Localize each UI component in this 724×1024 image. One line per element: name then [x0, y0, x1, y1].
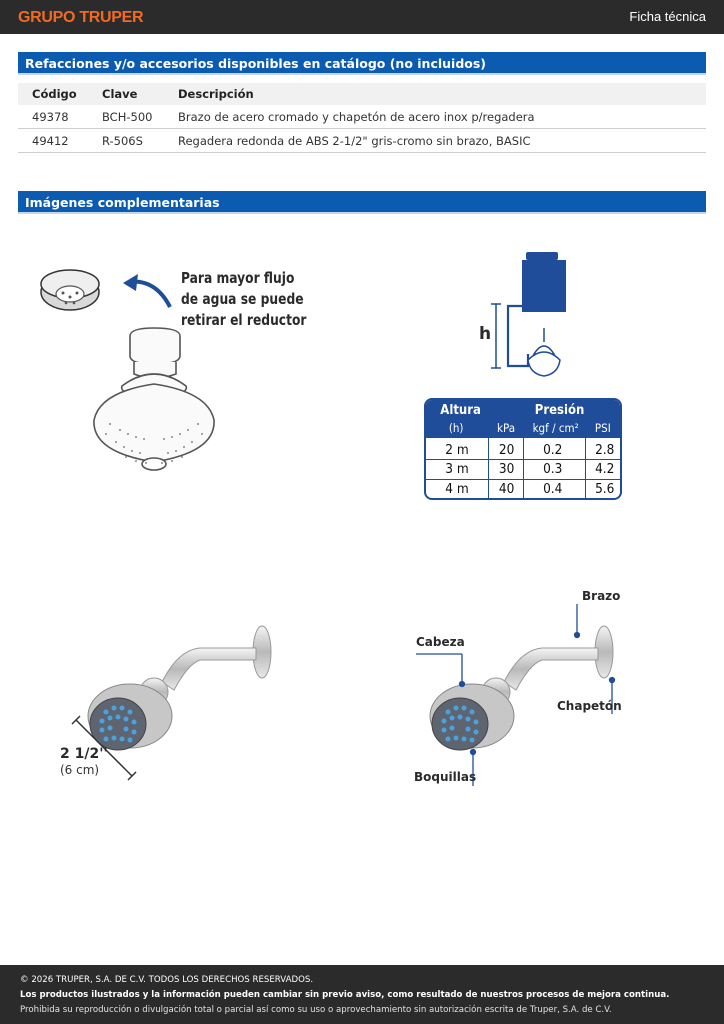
table-row	[18, 129, 706, 153]
row-1-kgf: 0.2	[543, 442, 563, 458]
water-tank-icon	[522, 252, 566, 312]
label-chapeton: Chapetón	[557, 699, 622, 713]
footer	[0, 965, 724, 1024]
pipe-icon	[508, 306, 528, 366]
height-label: h	[479, 324, 492, 344]
subheader-psi: PSI	[594, 421, 611, 435]
row-1-altura: 2 m	[445, 442, 469, 458]
height-dimension-line	[491, 304, 501, 368]
cell-description: Regadera redonda de ABS 2-1/2" gris-cromo sin brazo, BASIC	[164, 129, 706, 153]
header-altura: Altura	[440, 403, 481, 418]
cell-key: R-506S	[88, 129, 164, 153]
document-type: Ficha técnica	[629, 9, 706, 24]
column-header-key: Clave	[88, 83, 164, 105]
row-3-kgf: 0.4	[543, 481, 563, 497]
column-header-code: Código	[18, 83, 88, 105]
cell-key: BCH-500	[88, 105, 164, 129]
size-label: 2 1/2''	[60, 746, 108, 762]
label-cabeza: Cabeza	[416, 635, 465, 649]
reducer-note: Para mayor flujo de agua se puede retirar el reductor	[181, 269, 307, 329]
size-sublabel: (6 cm)	[60, 763, 100, 777]
table-header-row	[18, 83, 706, 105]
row-1-psi: 2.8	[595, 442, 615, 458]
label-boquillas: Boquillas	[414, 770, 477, 784]
accessories-section-title: Refacciones y/o accesorios disponibles en catálogo (no incluidos)	[18, 52, 706, 75]
showerhead-small-icon	[528, 328, 560, 376]
truper-logo: GRUPO TRUPER	[18, 9, 144, 26]
row-3-kpa: 40	[498, 481, 515, 497]
row-2-altura: 3 m	[445, 461, 469, 477]
footer-copyright: © 2026 TRUPER, S.A. DE C.V. TODOS LOS DERECHOS RESERVADOS.	[20, 975, 314, 985]
table-row	[18, 105, 706, 129]
row-3-altura: 4 m	[445, 481, 469, 497]
water-height-diagram	[470, 248, 580, 383]
images-section-title: Imágenes complementarias	[18, 191, 706, 214]
cell-code: 49412	[18, 129, 88, 153]
top-bar	[0, 0, 724, 34]
label-brazo: Brazo	[582, 589, 621, 603]
cell-description: Brazo de acero cromado y chapetón de acero inox p/regadera	[164, 105, 706, 129]
footer-legal: Prohibida su reproducción o divulgación total o parcial así como su uso o aprovechamiento sin autorización escrita de Truper, S.A. de C.V.	[20, 1005, 612, 1015]
subheader-kpa: kPa	[497, 421, 516, 435]
accessories-table	[18, 83, 706, 153]
header-presion: Presión	[534, 403, 585, 418]
cell-code: 49378	[18, 105, 88, 129]
row-2-kpa: 30	[498, 461, 515, 477]
row-2-kgf: 0.3	[543, 461, 563, 477]
row-1-kpa: 20	[498, 442, 515, 458]
subheader-h: (h)	[448, 421, 464, 435]
row-2-psi: 4.2	[595, 461, 615, 477]
shower-head-outline	[94, 328, 214, 470]
pressure-table	[424, 398, 622, 500]
column-header-description: Descripción	[164, 83, 706, 105]
row-3-psi: 5.6	[595, 481, 615, 497]
flow-reducer-icon	[41, 270, 99, 310]
footer-notice: Los productos ilustrados y la información pueden cambiar sin previo aviso, como resultado de nuestros procesos de mejora continua.	[20, 990, 670, 1000]
curved-arrow-icon	[123, 274, 170, 307]
subheader-kgf: kgf / cm²	[532, 421, 579, 435]
